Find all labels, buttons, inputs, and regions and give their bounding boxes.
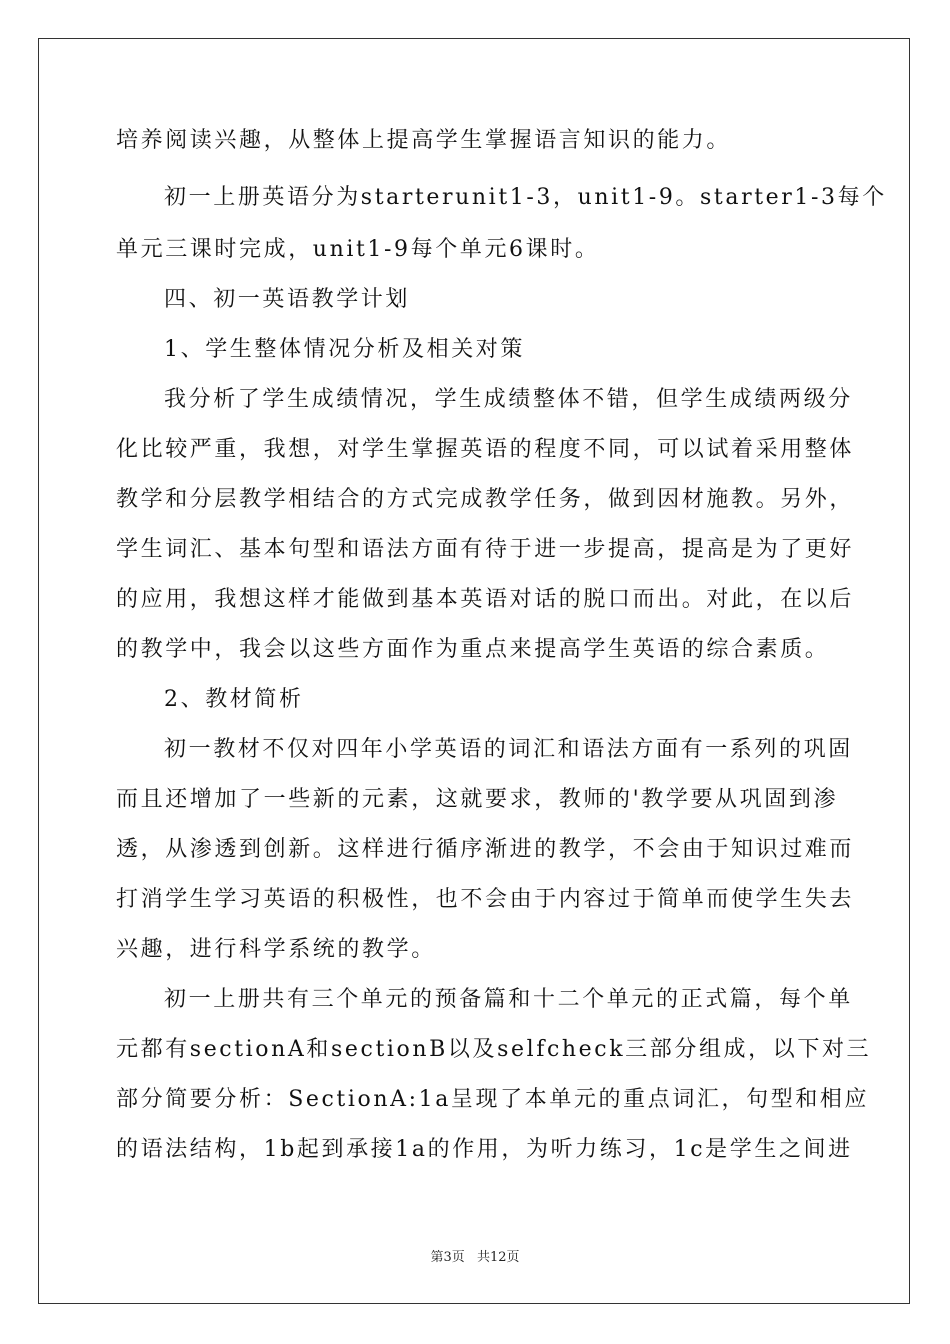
text-line: 的教学中，我会以这些方面作为重点来提高学生英语的综合素质。 — [116, 637, 830, 662]
text-line: 初一上册英语分为starterunit1-3，unit1-9。starter1-3每个 — [164, 185, 887, 210]
subsection-heading: 2、教材简析 — [164, 687, 304, 712]
text-line: 部分简要分析：SectionA:1a呈现了本单元的重点词汇，句型和相应 — [116, 1087, 870, 1112]
text-line: 透，从渗透到创新。这样进行循序渐进的教学，不会由于知识过难而 — [116, 837, 855, 862]
page-footer — [0, 1246, 950, 1265]
text-line: 单元三课时完成，unit1-9每个单元6课时。 — [116, 237, 600, 262]
text-line: 打消学生学习英语的积极性，也不会由于内容过于简单而使学生失去 — [116, 887, 855, 912]
subsection-heading: 1、学生整体情况分析及相关对策 — [164, 337, 525, 362]
page-total: 共12页 — [476, 1250, 520, 1265]
text-line: 化比较严重，我想，对学生掌握英语的程度不同，可以试着采用整体 — [116, 437, 855, 462]
text-line: 的应用，我想这样才能做到基本英语对话的脱口而出。对此，在以后 — [116, 587, 855, 612]
text-line: 学生词汇、基本句型和语法方面有待于进一步提高，提高是为了更好 — [116, 537, 855, 562]
text-line: 的语法结构，1b起到承接1a的作用，为听力练习，1c是学生之间进 — [116, 1137, 853, 1162]
text-line: 培养阅读兴趣，从整体上提高学生掌握语言知识的能力。 — [116, 128, 732, 153]
text-line: 初一上册共有三个单元的预备篇和十二个单元的正式篇，每个单 — [164, 987, 853, 1012]
page-number: 第3页 — [430, 1250, 465, 1265]
text-line: 教学和分层教学相结合的方式完成教学任务，做到因材施教。另外， — [116, 487, 855, 512]
text-line: 兴趣，进行科学系统的教学。 — [116, 937, 436, 962]
text-line: 元都有sectionA和sectionB以及selfcheck三部分组成，以下对三 — [116, 1037, 872, 1062]
text-line: 初一教材不仅对四年小学英语的词汇和语法方面有一系列的巩固 — [164, 737, 853, 762]
text-line: 我分析了学生成绩情况，学生成绩整体不错，但学生成绩两级分 — [164, 387, 853, 412]
section-heading: 四、初一英语教学计划 — [164, 287, 411, 312]
text-line: 而且还增加了一些新的元素，这就要求，教师的'教学要从巩固到渗 — [116, 787, 839, 812]
